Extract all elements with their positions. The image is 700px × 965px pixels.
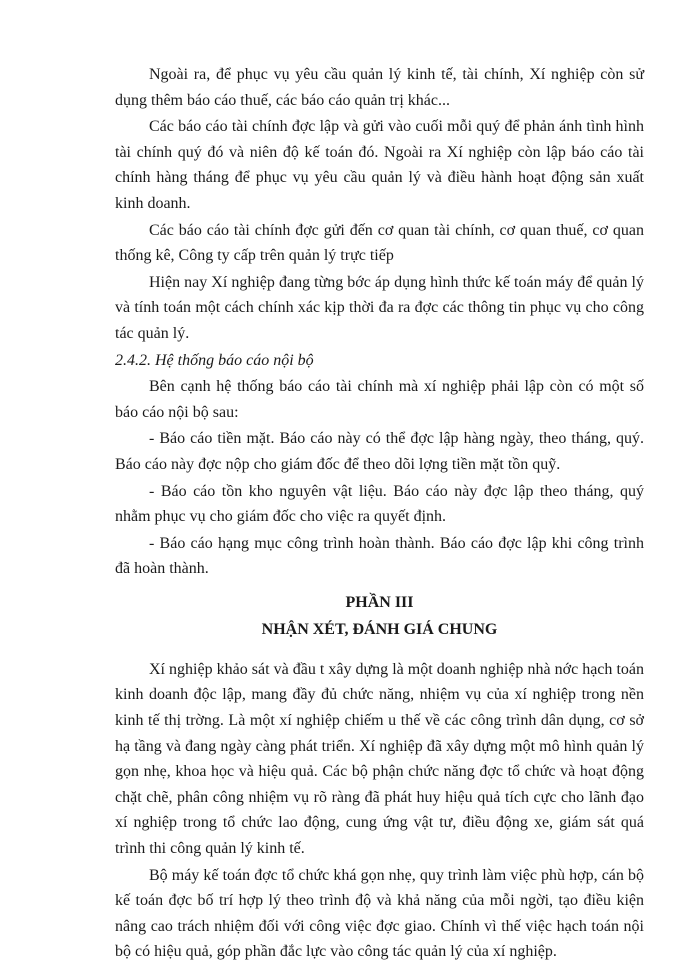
paragraph: Hiện nay Xí nghiệp đang từng bớc áp dụng hình thức kế toán máy để quản lý và tính toán một cách chính xác kịp thời đa ra đợc các thông tin phục vụ cho công tác quản lý.	[115, 273, 644, 342]
paragraph: Bộ máy kế toán đợc tổ chức khá gọn nhẹ, quy trình làm việc phù hợp, cán bộ kế toán đợc bố trí hợp lý theo trình độ và khả năng của mỗi ngời, tạo điều kiện nâng cao trách nhiệm đối với công việc đợc giao. Chính vì thế việc hạch toán nội bộ có hiệu quả, góp phần đắc lực vào công tác quản lý của xí nghiệp.	[115, 866, 644, 961]
part-heading-block	[115, 589, 644, 643]
paragraph: Bên cạnh hệ thống báo cáo tài chính mà xí nghiệp phải lập còn có một số báo cáo nội bộ sau:	[115, 378, 644, 421]
paragraph: Xí nghiệp khảo sát và đầu t xây dựng là một doanh nghiệp nhà nớc hạch toán kinh doanh độc lập, mang đầy đủ chức năng, nhiệm vụ của xí nghiệp trong nền kinh tế thị trờng. Là một xí nghiệp chiếm u thế về các công trình dân dụng, cơ sở hạ tầng và đang ngày càng phát triển. Xí nghiệp đã xây dựng một mô hình quản lý gọn nhẹ, khoa học và hiệu quả. Các bộ phận chức năng đợc tổ chức và hoạt động chặt chẽ, phân công nhiệm vụ rõ ràng đã phát huy hiệu quả tích cực cho lãnh đạo xí nghiệp trong tổ chức lao động, cung ứng vật tư, điều động xe, giám sát quá trình thi công quản lý kinh tế.	[115, 660, 644, 858]
paragraph: Các báo cáo tài chính đợc gửi đến cơ quan tài chính, cơ quan thuế, cơ quan thống kê, Công ty cấp trên quản lý trực tiếp	[115, 221, 644, 265]
paragraph: Ngoài ra, để phục vụ yêu cầu quản lý kinh tế, tài chính, Xí nghiệp còn sử dụng thêm báo cáo thuế, các báo cáo quản trị khác...	[115, 66, 644, 109]
paragraph: Các báo cáo tài chính đợc lập và gửi vào cuối mỗi quý để phản ánh tình hình tài chính quý đó và niên độ kế toán đó. Ngoài ra Xí nghiệp còn lập báo cáo tài chính hàng tháng để phục vụ yêu cầu quản lý và điều hành hoạt động sản xuất kinh doanh.	[115, 118, 644, 212]
part-title: NHẬN XÉT, ĐÁNH GIÁ CHUNG	[261, 620, 498, 638]
list-item: - Báo cáo tồn kho nguyên vật liệu. Báo cáo này đợc lập theo tháng, quý nhằm phục vụ cho giám đốc cho việc ra quyết định.	[115, 482, 644, 526]
list-item: - Báo cáo tiền mặt. Báo cáo này có thể đợc lập hàng ngày, theo tháng, quý. Báo cáo này đợc nộp cho giám đốc để theo dõi lợng tiền mặt tồn quỹ.	[115, 430, 644, 473]
part-heading: PHẦN III	[345, 593, 414, 611]
subsection-title: 2.4.2. Hệ thống báo cáo nội bộ	[115, 351, 314, 369]
list-item: - Báo cáo hạng mục công trình hoàn thành. Báo cáo đợc lập khi công trình đã hoàn thành.	[115, 534, 644, 578]
